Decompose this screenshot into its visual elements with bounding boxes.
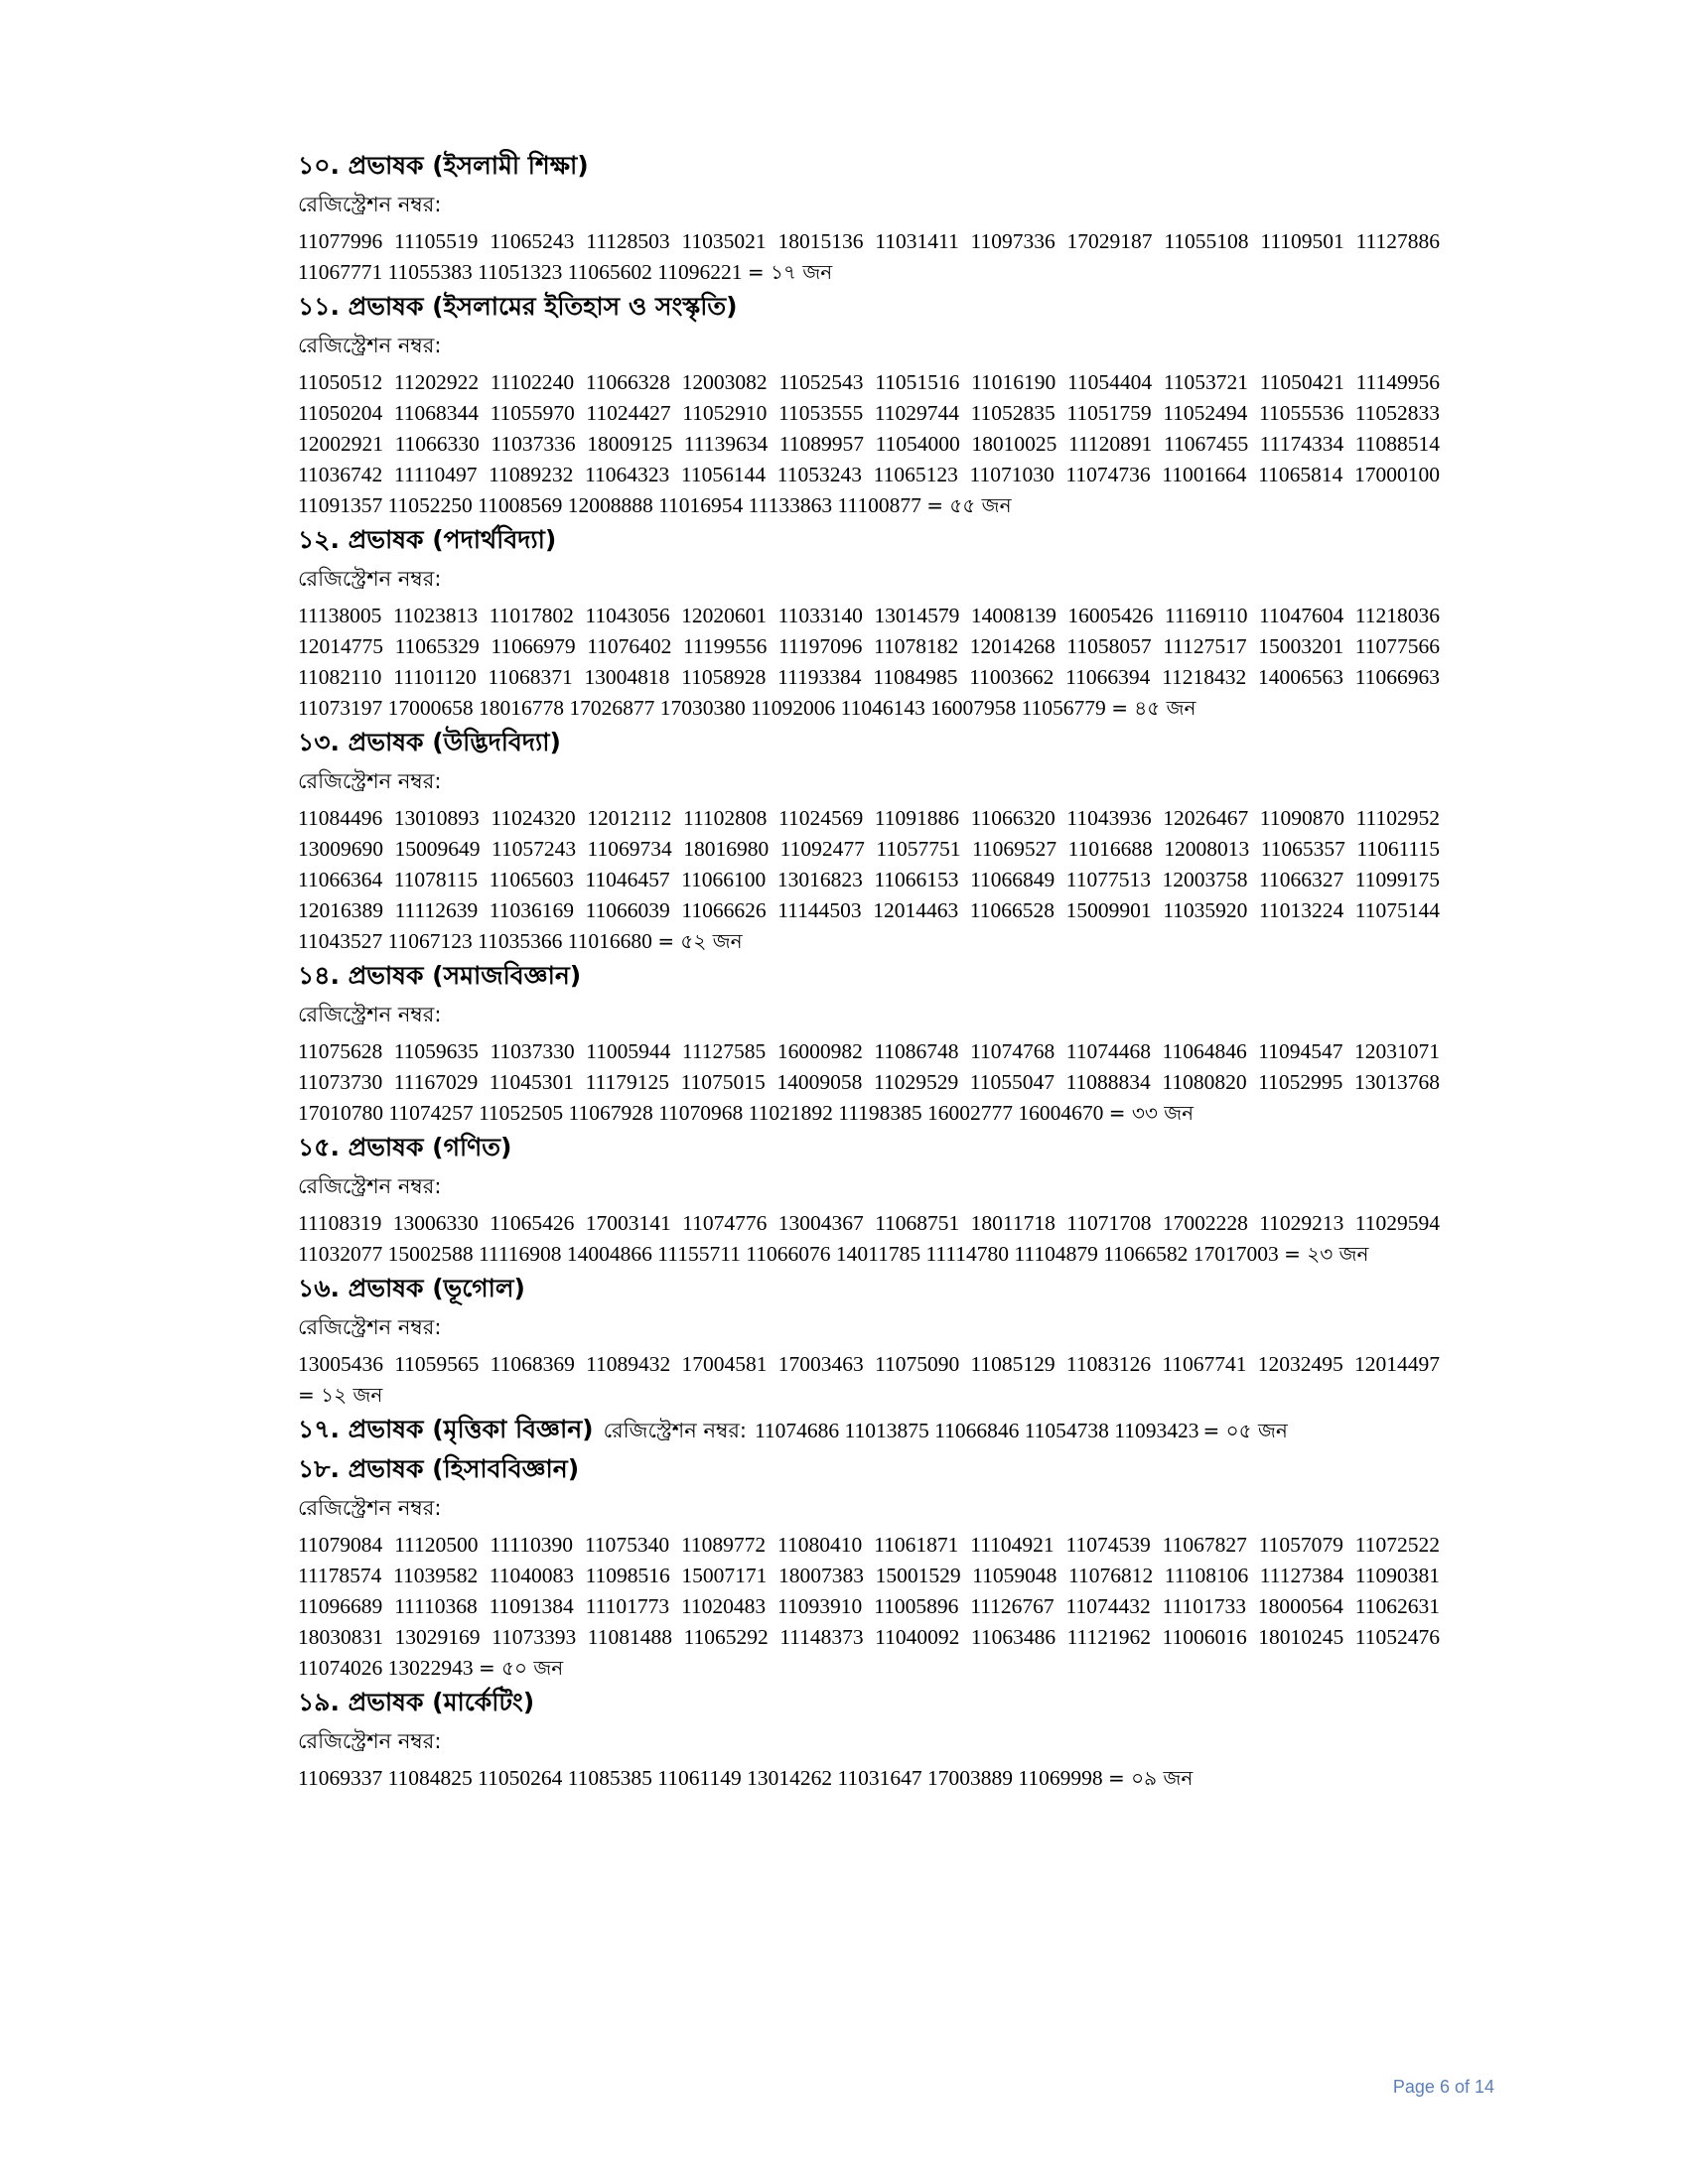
registration-label: রেজিস্ট্রেশন নম্বর:	[298, 1174, 442, 1198]
section-10	[298, 147, 1440, 288]
page-number: Page 6 of 14	[1392, 2077, 1494, 2097]
page-content	[298, 147, 1440, 1794]
section-17	[298, 1411, 1440, 1448]
section-13	[298, 724, 1440, 957]
section-heading: ১৫. প্রভাষক (গণিত)	[298, 1133, 512, 1161]
section-heading: ১৭. প্রভাষক (মৃত্তিকা বিজ্ঞান)	[298, 1415, 594, 1443]
number-list: 11077996 11105519 11065243 11128503 11035021 18015136 11031411 11097336 17029187 11055108 11109501 11127886 11067771 11055383 11051323 11065602 11096221	[298, 229, 1440, 284]
number-list: 11069337 11084825 11050264 11085385 11061149 13014262 11031647 17003889 11069998	[298, 1766, 1103, 1790]
total-count: = ৩৩ জন	[1108, 1101, 1195, 1125]
registration-label: রেজিস্ট্রেশন নম্বর:	[298, 567, 442, 591]
registration-numbers	[298, 1208, 1440, 1270]
total-count: = ২৩ জন	[1284, 1242, 1369, 1266]
registration-label: রেজিস্ট্রেশন নম্বর:	[298, 1496, 442, 1520]
section-heading: ১৬. প্রভাষক (ভূগোল)	[298, 1274, 525, 1302]
registration-label: রেজিস্ট্রেশন নম্বর:	[298, 334, 442, 357]
section-heading: ১৮. প্রভাষক (হিসাববিজ্ঞান)	[298, 1454, 580, 1483]
total-count: = ০৫ জন	[1202, 1419, 1288, 1442]
total-count: = ৫২ জন	[657, 929, 743, 953]
total-count: = ৫০ জন	[478, 1656, 564, 1680]
registration-label: রেজিস্ট্রেশন নম্বর:	[298, 769, 442, 793]
registration-numbers	[298, 1036, 1440, 1129]
number-list: 11050512 11202922 11102240 11066328 12003082 11052543 11051516 11016190 11054404 11053721 11050421 11149956 11050204 11068344 11055970 11024427 11052910 11053555 11029744 11052835 11051759 11052494 11055536 11052833 12002921 11066330 11037336 18009125 11139634 11089957 11054000 18010025 11120891 11067455 11174334 11088514 11036742 11110497 11089232 11064323 11056144 11053243 11065123 11071030 11074736 11001664 11065814 17000100 11091357 11052250 11008569 12008888 11016954 11133863 11100877	[298, 370, 1440, 517]
section-heading: ১২. প্রভাষক (পদার্থবিদ্যা)	[298, 525, 557, 554]
section-18	[298, 1450, 1440, 1684]
section-heading: ১৩. প্রভাষক (উদ্ভিদবিদ্যা)	[298, 728, 561, 756]
section-16	[298, 1270, 1440, 1411]
section-heading: ১৯. প্রভাষক (মার্কেটিং)	[298, 1688, 535, 1716]
number-list: 11075628 11059635 11037330 11005944 11127585 16000982 11086748 11074768 11074468 11064846 11094547 12031071 11073730 11167029 11045301 11179125 11075015 14009058 11029529 11055047 11088834 11080820 11052995 13013768 17010780 11074257 11052505 11067928 11070968 11021892 11198385 16002777 16004670	[298, 1039, 1440, 1125]
section-heading: ১৪. প্রভাষক (সমাজবিজ্ঞান)	[298, 961, 582, 990]
registration-label: রেজিস্ট্রেশন নম্বর:	[298, 1729, 442, 1753]
number-list: 11138005 11023813 11017802 11043056 12020601 11033140 13014579 14008139 16005426 11169110 11047604 11218036 12014775 11065329 11066979 11076402 11199556 11197096 11078182 12014268 11058057 11127517 15003201 11077566 11082110 11101120 11068371 13004818 11058928 11193384 11084985 11003662 11066394 11218432 14006563 11066963 11073197 17000658 18016778 17026877 17030380 11092006 11046143 16007958 11056779	[298, 604, 1440, 720]
section-14	[298, 957, 1440, 1129]
total-count: = ৪৫ জন	[1111, 696, 1196, 720]
section-15	[298, 1129, 1440, 1270]
number-list: 11074686 11013875 11066846 11054738 11093423	[754, 1419, 1199, 1442]
registration-numbers	[298, 1763, 1440, 1794]
section-19	[298, 1684, 1440, 1794]
number-list: 13005436 11059565 11068369 11089432 17004581 17003463 11075090 11085129 11083126 11067741 12032495 12014497	[298, 1352, 1440, 1376]
section-heading: ১১. প্রভাষক (ইসলামের ইতিহাস ও সংস্কৃতি)	[298, 292, 738, 321]
number-list: 11079084 11120500 11110390 11075340 11089772 11080410 11061871 11104921 11074539 11067827 11057079 11072522 11178574 11039582 11040083 11098516 15007171 18007383 15001529 11059048 11076812 11108106 11127384 11090381 11096689 11110368 11091384 11101773 11020483 11093910 11005896 11126767 11074432 11101733 18000564 11062631 18030831 13029169 11073393 11081488 11065292 11148373 11040092 11063486 11121962 11006016 18010245 11052476 11074026 13022943	[298, 1533, 1440, 1680]
number-list: 11084496 13010893 11024320 12012112 11102808 11024569 11091886 11066320 11043936 12026467 11090870 11102952 13009690 15009649 11057243 11069734 18016980 11092477 11057751 11069527 11016688 12008013 11065357 11061115 11066364 11078115 11065603 11046457 11066100 13016823 11066153 11066849 11077513 12003758 11066327 11099175 12016389 11112639 11036169 11066039 11066626 11144503 12014463 11066528 15009901 11035920 11013224 11075144 11043527 11067123 11035366 11016680	[298, 806, 1440, 953]
registration-label: রেজিস্ট্রেশন নম্বর:	[603, 1419, 747, 1442]
registration-label: রেজিস্ট্রেশন নম্বর:	[298, 1315, 442, 1339]
registration-numbers	[298, 226, 1440, 288]
section-12	[298, 521, 1440, 724]
number-list: 11108319 13006330 11065426 17003141 11074776 13004367 11068751 18011718 11071708 17002228 11029213 11029594 11032077 15002588 11116908 14004866 11155711 11066076 14011785 11114780 11104879 11066582 17017003	[298, 1211, 1440, 1266]
total-count: = ৫৫ জন	[926, 493, 1012, 517]
section-heading: ১০. প্রভাষক (ইসলামী শিক্ষা)	[298, 151, 589, 180]
registration-numbers	[298, 803, 1440, 957]
total-count: = ১৭ জন	[747, 260, 833, 284]
registration-label: রেজিস্ট্রেশন নম্বর:	[298, 1003, 442, 1026]
total-count: = ১২ জন	[298, 1383, 383, 1407]
registration-numbers	[298, 1530, 1440, 1684]
total-count: = ০৯ জন	[1108, 1766, 1194, 1790]
registration-numbers	[298, 601, 1440, 724]
section-11	[298, 288, 1440, 521]
registration-numbers	[298, 1349, 1440, 1411]
registration-numbers	[298, 367, 1440, 521]
registration-label: রেজিস্ট্রেশন নম্বর:	[298, 193, 442, 216]
